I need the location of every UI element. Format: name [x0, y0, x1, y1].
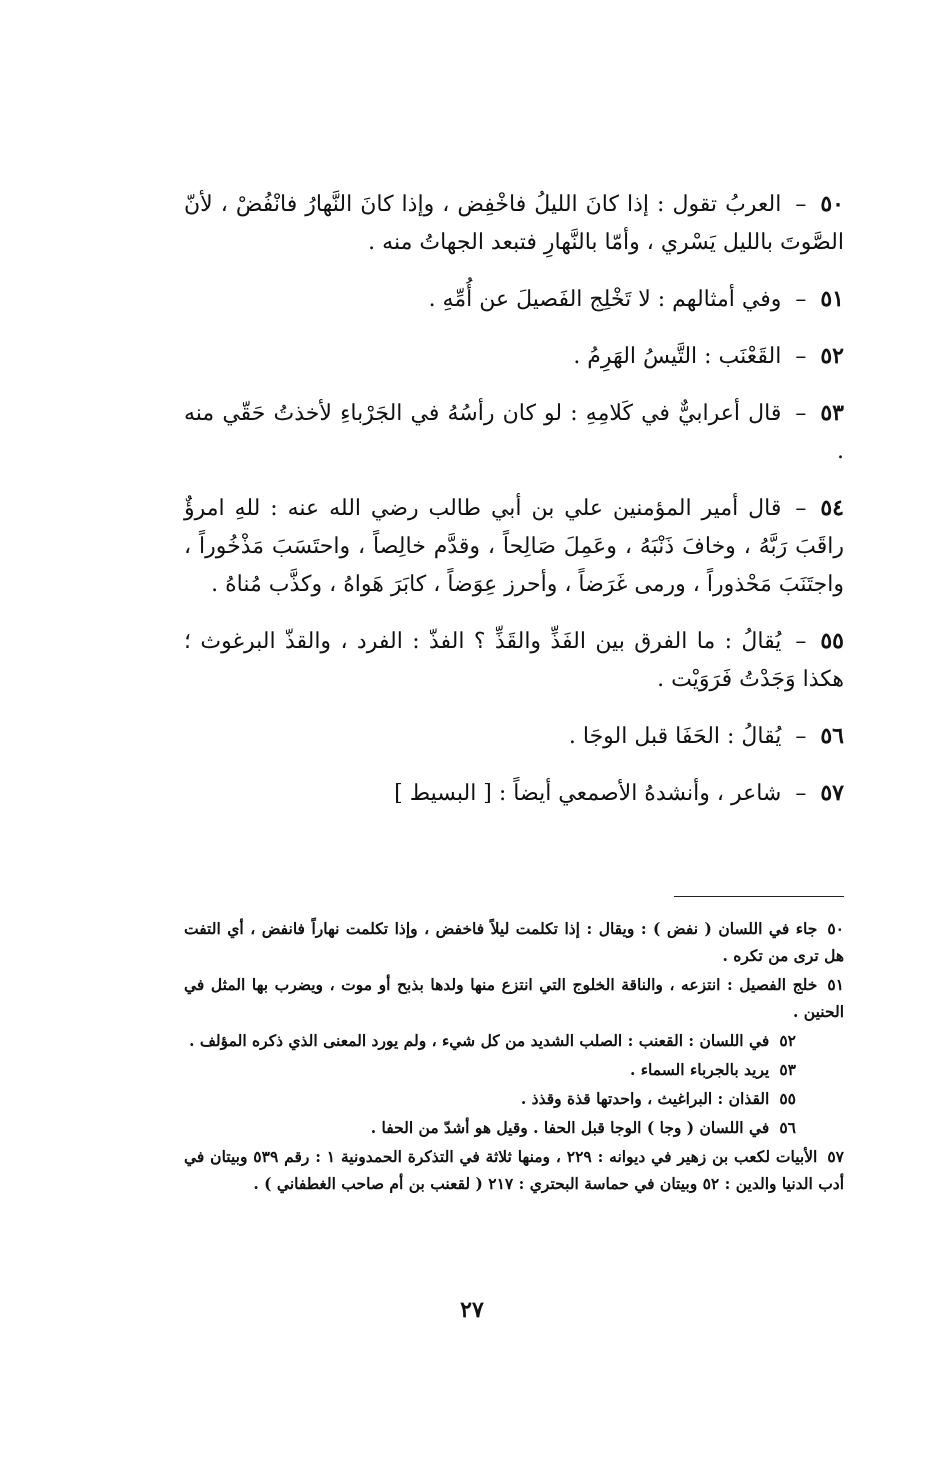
footnote-text: في اللسان ( وجا ) الوجا قبل الحفا . وقيل هو أشدّ من الحفا .: [370, 1118, 770, 1137]
dash: –: [795, 401, 807, 426]
paragraph-text: يُقالُ : الحَفَا قبل الوجَا .: [568, 724, 782, 749]
footnote-text: جاء في اللسان ( نفض ) : ويقال : إذا تكلمت ليلاً فاخفض ، وإذا تكلمت نهاراً فانفض ، أي التفت هل ترى من تكره .: [184, 919, 844, 965]
footnote-text: يريد بالجرباء السماء .: [629, 1060, 770, 1079]
footnote: [184, 971, 844, 1025]
paragraph: [184, 185, 844, 262]
paragraph-text: العربُ تقول : إذا كانَ الليلُ فاخْفِض ، وإذا كانَ النَّهارُ فانْفُضْ ، لأنّ الصَّوتَ بالليل يَسْري ، وأمّا بالنَّهارِ فتبعد الجهاتُ منه .: [184, 192, 844, 255]
paragraph-number: ٥٠: [820, 191, 844, 217]
footnote-number: ٥٢: [779, 1031, 796, 1050]
footnotes: [184, 915, 844, 1199]
page-number: ٢٧: [460, 1297, 484, 1323]
dash: –: [795, 287, 807, 312]
footnote: [184, 1143, 844, 1197]
dash: –: [795, 344, 807, 369]
footnote-number: ٥٠: [827, 919, 844, 938]
paragraph-number: ٥٥: [820, 628, 844, 654]
footnote: [184, 915, 844, 969]
dash: –: [795, 781, 807, 806]
footnote-text: القذان : البراغيث ، واحدتها قذة وقذذ .: [520, 1089, 770, 1108]
paragraph-number: ٥٤: [820, 495, 844, 521]
paragraph-text: القَعْنَب : التَّيسُ الهَرِمُ .: [573, 344, 782, 369]
footnote-number: ٥٣: [779, 1060, 796, 1079]
paragraph-number: ٥١: [820, 286, 844, 312]
footnote-text: خلج الفصيل : انتزعه ، والناقة الخلوج التي انتزع منها ولدها بذبح أو موت ، ويضرب بها المثل في الحنين .: [184, 975, 844, 1021]
paragraph-number: ٥٢: [820, 343, 844, 369]
paragraph-text: قال أمير المؤمنين علي بن أبي طالب رضي الله عنه : للهِ امرؤٌ راقَبَ رَبَّهُ ، وخافَ ذَنْبَهُ ، وعَمِلَ صَالِحاً ، وقدَّم خالِصاً ، واحتَسَبَ مَذْخُوراً ، واجتَنَبَ مَحْذوراً ، ورمى غَرَضاً ، وأحرز عِوَضاً ، كابَرَ هَواهُ ، وكذَّب مُناهُ .: [184, 496, 844, 597]
footnote: [184, 1114, 844, 1141]
paragraph: [184, 280, 844, 319]
paragraph: [184, 774, 844, 813]
footnote: [184, 1027, 844, 1054]
paragraph-text: وفي أمثالهم : لا تَخْلِج الفَصيلَ عن أُمِّهِ .: [428, 287, 782, 312]
paragraph: [184, 717, 844, 756]
paragraph-number: ٥٧: [820, 780, 844, 806]
paragraph-number: ٥٦: [820, 723, 844, 749]
paragraph: [184, 394, 844, 471]
main-text: [184, 185, 844, 831]
dash: –: [795, 192, 807, 217]
dash: –: [795, 496, 807, 521]
footnote-number: ٥١: [827, 975, 844, 994]
paragraph: [184, 622, 844, 699]
paragraph-text: شاعر ، وأنشدهُ الأصمعي أيضاً : [ البسيط ]: [394, 781, 782, 806]
paragraph-text: يُقالُ : ما الفرق بين الفَذِّ والقَذِّ ؟ الفذّ : الفرد ، والقذّ البرغوث ؛ هكذا وَجَدْتُ فَرَوَيْت .: [184, 629, 844, 692]
paragraph-text: قال أعرابيٌّ في كَلامِهِ : لو كان رأسُهُ في الجَرْباءِ لأخذتُ حَقّي منه .: [184, 401, 844, 464]
paragraph: [184, 489, 844, 604]
footnote-text: في اللسان : القعنب : الصلب الشديد من كل شيء ، ولم يورد المعنى الذي ذكره المؤلف .: [189, 1031, 770, 1050]
paragraph-number: ٥٣: [820, 400, 844, 426]
footnote: [184, 1085, 844, 1112]
dash: –: [795, 629, 807, 654]
footnote-number: ٥٥: [779, 1089, 796, 1108]
footnote-number: ٥٦: [779, 1118, 796, 1137]
dash: –: [795, 724, 807, 749]
footnote-separator: [674, 896, 844, 897]
footnote-text: الأبيات لكعب بن زهير في ديوانه : ٢٢٩ ، ومنها ثلاثة في التذكرة الحمدونية ١ : رقم ٥٣٩ وبيتان في أدب الدنيا والدين : ٥٢ وبيتان في حماسة البحتري : ٢١٧ ( لقعنب بن أم صاحب الغطفاني ) .: [184, 1147, 844, 1193]
footnote: [184, 1056, 844, 1083]
paragraph: [184, 337, 844, 376]
footnote-number: ٥٧: [827, 1147, 844, 1166]
